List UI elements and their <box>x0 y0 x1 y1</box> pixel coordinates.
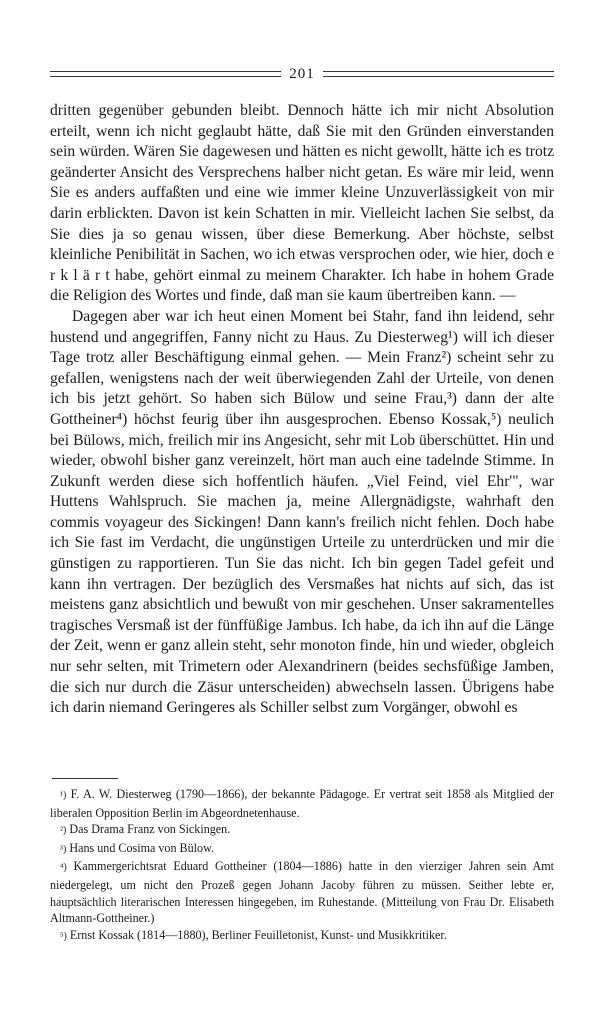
footnote <box>50 786 554 821</box>
footnote-mark: ⁴) <box>60 862 67 874</box>
footnote <box>50 840 554 859</box>
footnote-text: Kammergerichtsrat Eduard Gottheiner (1804—1886) hatte in den vierziger Jahren sein Amt niedergelegt, um nicht den Prozeß gegen Johann Jacoby führen zu müssen. Seither lebte er, hauptsächlich literarischen Interessen hingegeben, im Ruhestande. (Mitteilung von Frau Dr. Elisabeth Altmann-Gottheiner.) <box>50 859 554 926</box>
footnote-text: Ernst Kossak (1814—1880), Berliner Feuilletonist, Kunst- und Musikkritiker. <box>69 927 447 942</box>
footnote-mark: ⁵) <box>60 930 67 942</box>
header-rule-right <box>323 71 554 77</box>
footnote <box>50 821 554 840</box>
footnotes <box>50 786 554 945</box>
paragraph: Dagegen aber war ich heut einen Moment bei Stahr, fand ihn leidend, sehr hustend und angegriffen, Fanny nicht zu Haus. Zu Diesterweg¹) will ich dieser Tage trotz aller Beschäftigung einmal gehen. — Mein Franz²) scheint sehr zu gefallen, wenigstens nach der weit überwiegenden Zahl der Urteile, von denen ich bis jetzt gehört. So haben sich Bülow und seine Frau,³) dann der alte Gottheiner⁴) höchst feurig über ihn ausgesprochen. Ebenso Kossak,⁵) neulich bei Bülows, mich, freilich mir ins Angesicht, sehr mit Lob überschüttet. Hin und wieder, obwohl bisher ganz vereinzelt, hört man auch eine tadelnde Stimme. In Zukunft werden diese sich hoffentlich häufen. „Viel Feind, viel Ehr'", war Huttens Wahlspruch. Sie machen ja, meine Allergnädigste, wahrhaft den commis voyageur des Sickingen! Dann kann's freilich nicht fehlen. Doch habe ich Sie fast im Verdacht, die ungünstigen Urteile zu unterdrücken und mir die günstigen zu rapportieren. Tun Sie das nicht. Ich bin gegen Tadel gefeit und kann ihn vertragen. Der bezüglich des Versmaßes hat nichts auf sich, das ist meistens ganz absichtlich und bewußt von mir geschehen. Unser sakramentelles tragisches Versmaß ist der fünffüßige Jambus. Ich habe, da ich ihn auf die Länge der Zeit, wenn er ganz allein steht, sehr monoton finde, hin und wieder, obgleich nur sehr selten, mit Trimetern oder Alexandrinern (beides sechsfüßige Jamben, die sich nur durch die Zäsur unterscheiden) abwechseln lassen. Übrigens habe ich darin niemand Geringeres als Schiller selbst zum Vorgänger, obwohl es <box>50 307 554 717</box>
body-text <box>50 101 554 719</box>
footnote <box>50 858 554 926</box>
footnote-mark: ¹) <box>60 790 67 801</box>
footnote-mark: ²) <box>60 825 67 837</box>
footnote-separator <box>52 778 118 779</box>
footnote-text: Hans und Cosima von Bülow. <box>69 840 215 855</box>
paragraph-continuation: dritten gegenüber gebunden bleibt. Dennoch hätte ich mir nicht Absolution erteilt, wenn ich nicht geglaubt hätte, daß Sie mit den Gründen einverstanden sein würden. Wären Sie dagewesen und hätten es nicht gewollt, hätte ich es trotz geänderter Ansicht des Versprechens halber nicht getan. Es wäre mir leid, wenn Sie es anders auffaßten und eine wie immer kleine Unzuverlässigkeit von mir darin erblickten. Davon ist kein Schatten in mir. Vielleicht lachen Sie selbst, da Sie dies ja so genau wissen, über diese Bemerkung. Aber höchste, selbst kleinliche Penibilität in Sachen, wo ich etwas versprochen oder, wie hier, doch e r k l ä r t habe, gehört einmal zu meinem Charakter. Ich habe in hohem Grade die Religion des Wortes und finde, daß man sie kaum übertreiben kann. — <box>50 102 554 305</box>
footnote-text: F. A. W. Diesterweg (1790—1866), der bekannte Pädagoge. Er vertrat seit 1858 als Mitglied der liberalen Opposition Berlin im Abgeordnetenhause. <box>50 787 554 820</box>
footnote-mark: ³) <box>60 843 67 855</box>
footnote <box>50 927 554 946</box>
page-number: 201 <box>289 66 315 82</box>
header-rule-left <box>50 71 281 77</box>
footnote-text: Das Drama Franz von Sickingen. <box>69 822 231 837</box>
running-header <box>50 64 554 84</box>
